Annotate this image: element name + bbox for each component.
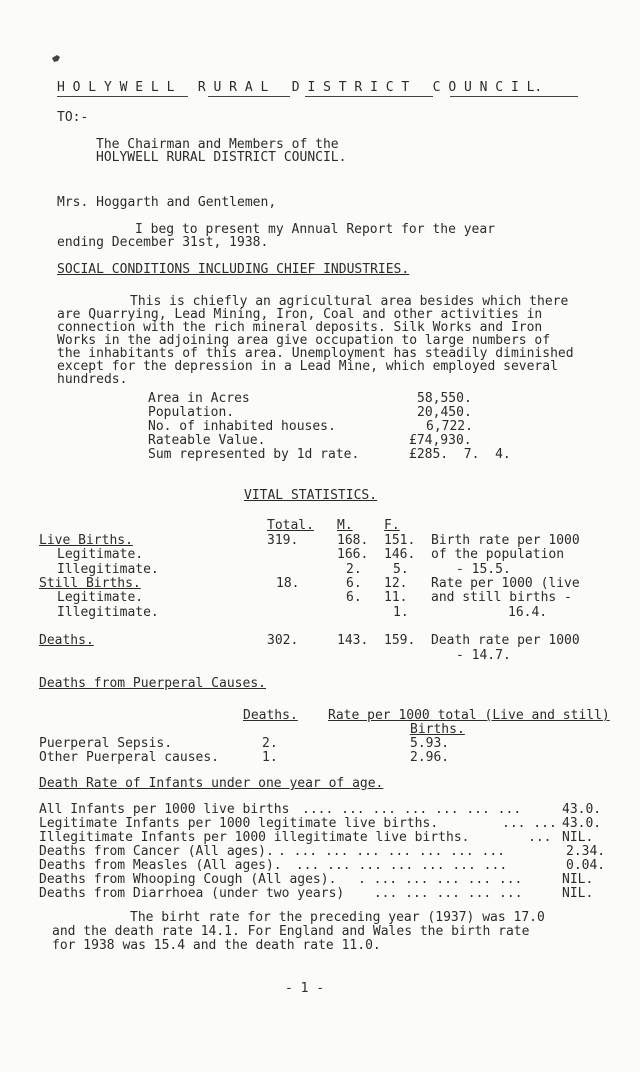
vital-note: - 15.5. (456, 562, 511, 577)
vital-note: of the population (431, 547, 565, 562)
infant-value: 2.34. (566, 844, 606, 859)
infant-label: Illegitimate Infants per 1000 illegitimate live births. (39, 830, 470, 845)
infant-label: Legitimate Infants per 1000 legitimate live births. (39, 816, 439, 831)
infant-label: Deaths from Diarrhoea (under two years) (39, 886, 345, 901)
intro-line-2: ending December 31st, 1938. (57, 235, 269, 250)
puerperal-rate-header-births: Births. (410, 722, 465, 737)
stat-value: 6,722. (426, 419, 473, 434)
infant-label: Deaths from Cancer (All ages). (39, 844, 274, 859)
vital-m: 2. (346, 562, 362, 577)
vital-total: 319. (267, 533, 299, 548)
stat-value: £74,930. (409, 433, 472, 448)
col-header-m: M. (337, 518, 353, 533)
infant-dots: ... ... ... ... ... (366, 886, 523, 901)
vital-note: and still births - (431, 590, 572, 605)
stat-label: Rateable Value. (148, 433, 266, 448)
infant-value: 43.0. (562, 802, 602, 817)
social-para-line: the inhabitants of this area. Unemployment has steadily diminished (57, 346, 574, 361)
vital-label: Still Births. (39, 576, 141, 591)
infant-dots: ... ... ... ... ... ... ... (288, 858, 508, 873)
infant-dots: . ... ... ... ... ... (358, 872, 523, 887)
vital-m: 166. (337, 547, 369, 562)
vital-f: 12. (384, 576, 408, 591)
vital-label: Live Births. (39, 533, 133, 548)
address-line-2: HOLYWELL RURAL DISTRICT COUNCIL. (96, 150, 347, 165)
puerperal-heading: Deaths from Puerperal Causes. (39, 676, 266, 691)
vital-note: - 14.7. (456, 648, 511, 663)
social-para-line: are Quarrying, Lead Mining, Iron, Coal and other activities in (57, 307, 543, 322)
closing-line: and the death rate 14.1. For England and Wales the birth rate (52, 924, 530, 939)
vital-f: 146. (384, 547, 416, 562)
infant-value: 43.0. (562, 816, 602, 831)
puerperal-deaths: 2. (262, 736, 278, 751)
vital-note: Death rate per 1000 (431, 633, 580, 648)
salutation: Mrs. Hoggarth and Gentlemen, (57, 195, 277, 210)
puerperal-rate: 2.96. (410, 750, 450, 765)
puerperal-deaths-header: Deaths. (243, 708, 298, 723)
page-number: - 1 - (285, 981, 325, 996)
vital-f: 1. (393, 605, 409, 620)
vital-f: 151. (384, 533, 416, 548)
infant-dots: ... (528, 830, 552, 845)
closing-line: The birht rate for the preceding year (1937) was 17.0 (130, 910, 545, 925)
stat-label: Population. (148, 405, 235, 420)
puerperal-deaths: 1. (262, 750, 278, 765)
vital-total: 18. (276, 576, 300, 591)
vital-label: Deaths. (39, 633, 94, 648)
address-line-1: The Chairman and Members of the (96, 137, 339, 152)
infant-value: 0.04. (566, 858, 606, 873)
infant-label: All Infants per 1000 live births (39, 802, 290, 817)
intro-line-1: I beg to present my Annual Report for the year (135, 222, 496, 237)
social-para-line: except for the depression in a Lead Mine, which employed several (57, 359, 558, 374)
vital-label: Legitimate. (57, 547, 144, 562)
vital-note: Rate per 1000 (live (431, 576, 580, 591)
stat-label: Sum represented by 1d rate. (148, 447, 360, 462)
col-header-total: Total. (267, 518, 314, 533)
col-header-f: F. (384, 518, 400, 533)
stat-value: 20,450. (417, 405, 472, 420)
infant-label: Deaths from Measles (All ages). (39, 858, 282, 873)
vital-note: Birth rate per 1000 (431, 533, 580, 548)
social-para-line: This is chiefly an agricultural area besides which there (130, 294, 569, 309)
vital-f: 159. (384, 633, 416, 648)
stat-label: No. of inhabited houses. (148, 419, 336, 434)
vital-note: 16.4. (508, 605, 548, 620)
vital-label: Illegitimate. (57, 562, 159, 577)
council-title: H O L Y W E L L R U R A L D I S T R I C T C O U N C I L. (57, 80, 543, 95)
title-underline-4 (450, 96, 578, 97)
social-heading: SOCIAL CONDITIONS INCLUDING CHIEF INDUSTRIES. (57, 262, 410, 277)
title-underline-2 (208, 96, 290, 97)
vital-f: 5. (393, 562, 409, 577)
to-label: TO:- (57, 110, 89, 125)
vital-f: 11. (384, 590, 408, 605)
infant-dots: ... ... (502, 816, 557, 831)
infant-value: NIL. (562, 830, 594, 845)
puerperal-rate: 5.93. (410, 736, 450, 751)
puerperal-label: Puerperal Sepsis. (39, 736, 173, 751)
vital-m: 143. (337, 633, 369, 648)
ink-mark-icon (52, 55, 60, 62)
infant-heading: Death Rate of Infants under one year of age. (39, 776, 384, 791)
infant-dots: . ... ... ... ... ... ... ... (278, 844, 505, 859)
vital-label: Illegitimate. (57, 605, 159, 620)
infant-value: NIL. (562, 886, 594, 901)
social-para-line: connection with the rich mineral deposits. Silk Works and Iron (57, 320, 543, 335)
vital-m: 6. (346, 590, 362, 605)
title-underline-1 (57, 96, 188, 97)
social-para-line: hundreds. (57, 372, 128, 387)
vital-heading: VITAL STATISTICS. (244, 488, 378, 503)
infant-dots: .... ... ... ... ... ... ... (302, 802, 522, 817)
vital-m: 6. (346, 576, 362, 591)
title-underline-3 (305, 96, 433, 97)
vital-m: 168. (337, 533, 369, 548)
puerperal-label: Other Puerperal causes. (39, 750, 220, 765)
stat-value: 58,550. (417, 391, 472, 406)
stat-label: Area in Acres (148, 391, 250, 406)
vital-total: 302. (267, 633, 299, 648)
infant-label: Deaths from Whooping Cough (All ages). (39, 872, 337, 887)
vital-label: Legitimate. (57, 590, 144, 605)
social-para-line: Works in the adjoining area give occupation to large numbers of (57, 333, 551, 348)
closing-line: for 1938 was 15.4 and the death rate 11.0. (52, 938, 381, 953)
puerperal-rate-header: Rate per 1000 total (Live and still) (328, 708, 610, 723)
infant-value: NIL. (562, 872, 594, 887)
stat-value: £285. 7. 4. (409, 447, 511, 462)
